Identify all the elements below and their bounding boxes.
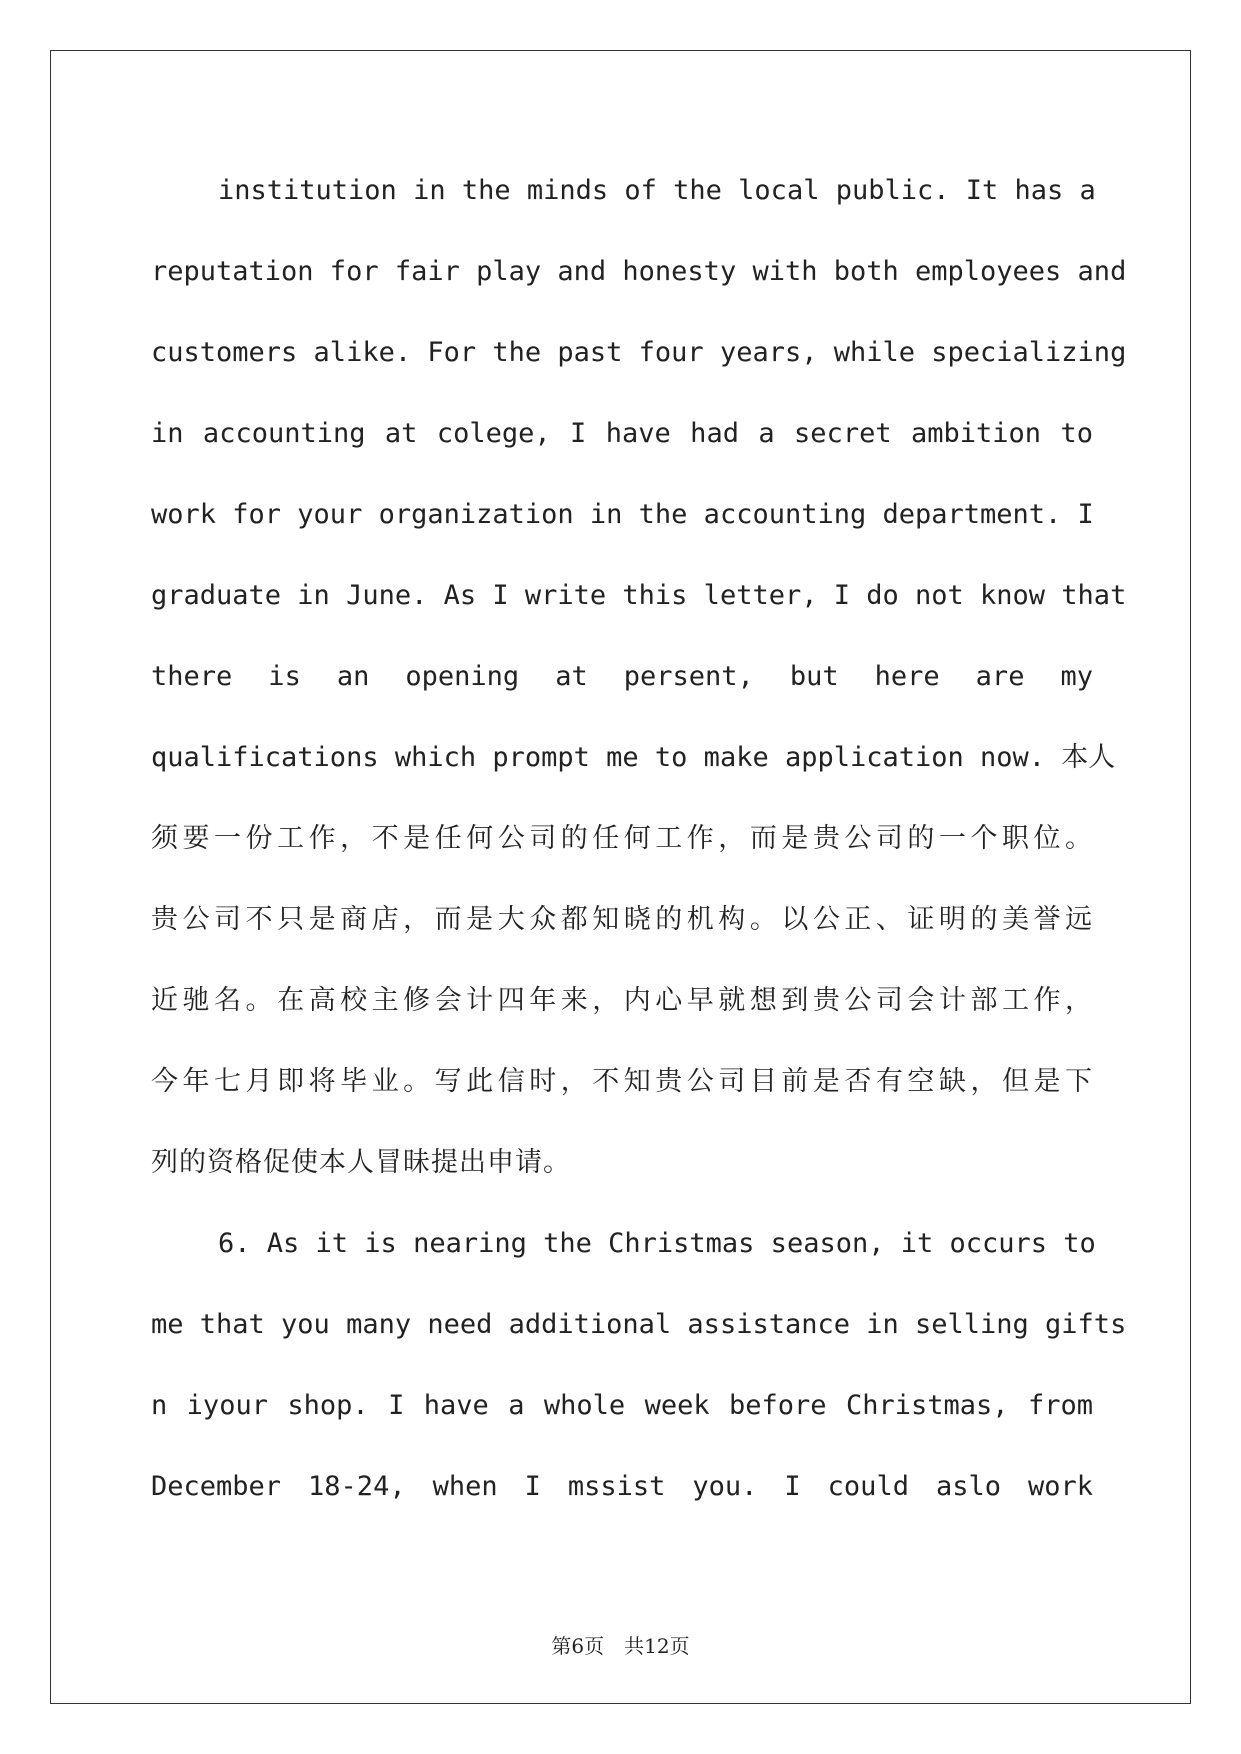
page-border xyxy=(50,50,1191,1704)
text-line: 近驰名。在高校主修会计四年来，内心早就想到贵公司会计部工作， xyxy=(151,985,1093,1016)
text-line: 贵公司不只是商店，而是大众都知晓的机构。以公正、证明的美誉远 xyxy=(151,904,1093,935)
text-line: work for your organization in the accounting department. I xyxy=(151,499,1094,530)
text-line: reputation for fair play and honesty with both employees and xyxy=(151,256,1127,287)
text-line: 今年七月即将毕业。写此信时，不知贵公司目前是否有空缺，但是下 xyxy=(151,1066,1093,1097)
text-line: 列的资格促使本人冒昧提出申请。 xyxy=(151,1147,571,1178)
text-line: graduate in June. As I write this letter, I do not know that xyxy=(151,580,1127,611)
text-line: qualifications which prompt me to make application now. 本人 xyxy=(151,742,1116,773)
text-line: institution in the minds of the local public. It has a xyxy=(218,175,1096,206)
text-line: there is an opening at persent, but here are my xyxy=(151,661,1093,692)
text-line: December 18-24, when I mssist you. I could aslo work xyxy=(151,1471,1093,1502)
page-number-footer: 第6页 共12页 xyxy=(551,1634,690,1658)
text-line: 须要一份工作，不是任何公司的任何工作，而是贵公司的一个职位。 xyxy=(151,823,1093,854)
text-line: me that you many need additional assistance in selling gifts xyxy=(151,1309,1127,1340)
text-line: in accounting at colege, I have had a secret ambition to xyxy=(151,418,1093,449)
text-line: 6. As it is nearing the Christmas season, it occurs to xyxy=(218,1228,1096,1259)
text-line: customers alike. For the past four years, while specializing xyxy=(151,337,1127,368)
text-line: n iyour shop. I have a whole week before Christmas, from xyxy=(151,1390,1093,1421)
